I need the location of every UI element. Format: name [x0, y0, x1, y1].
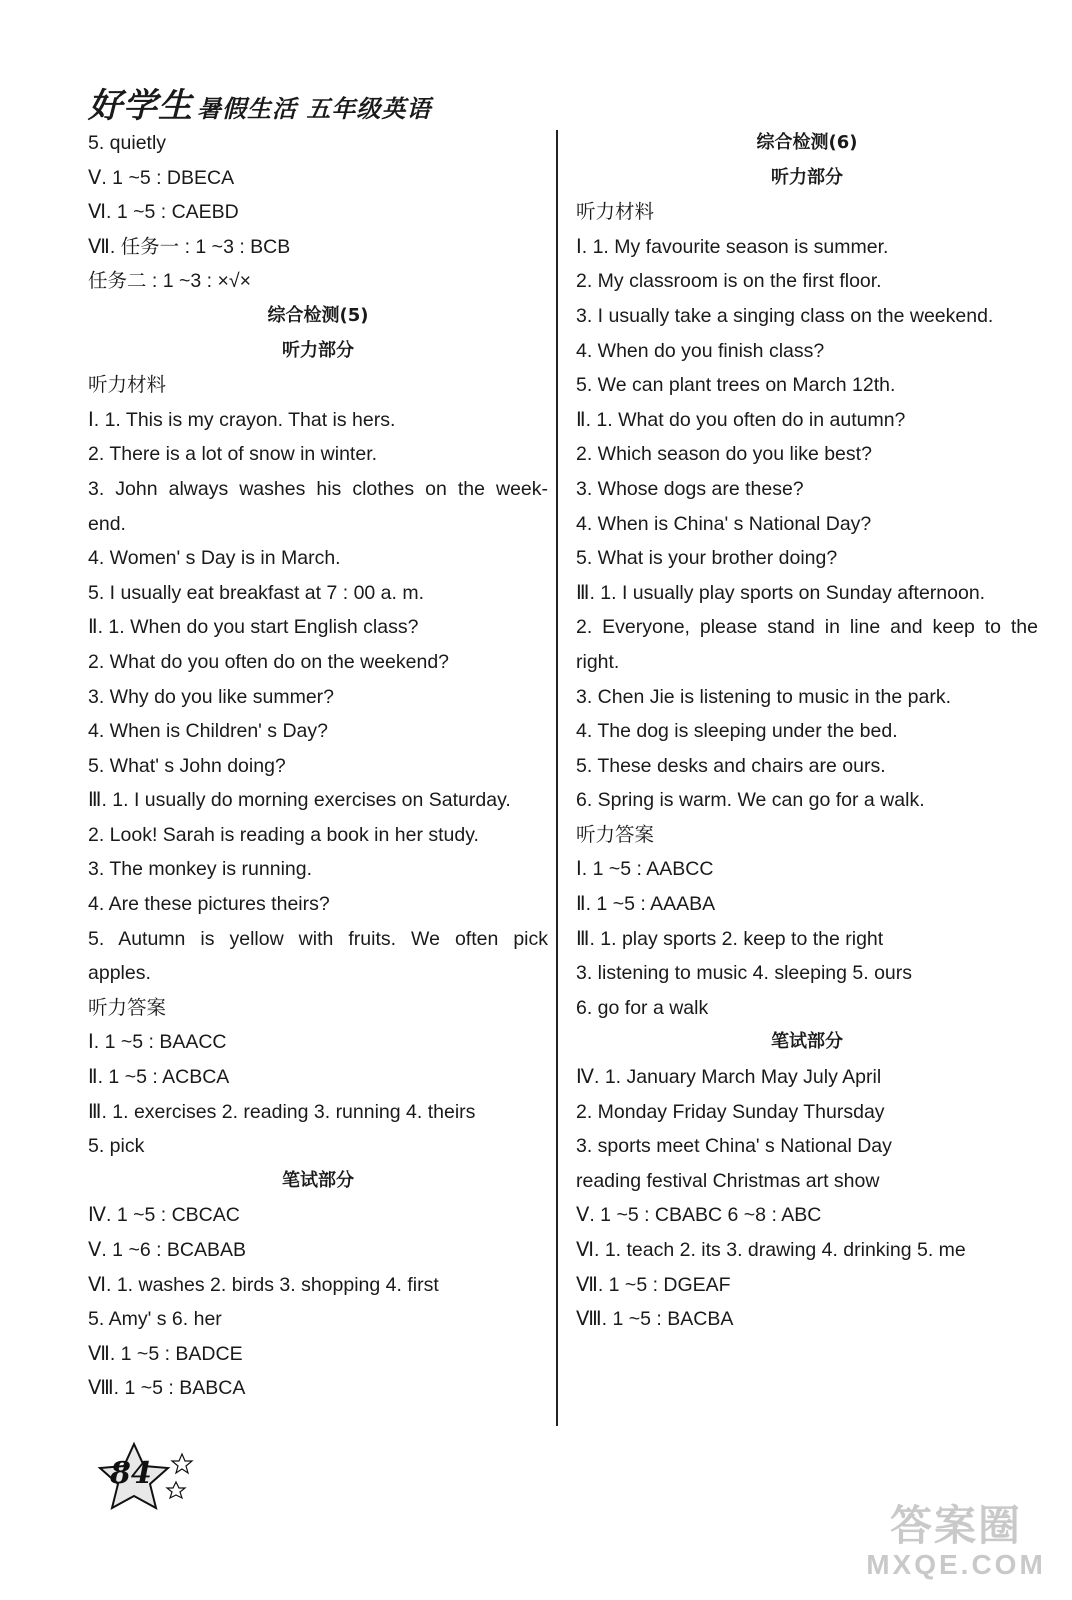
right-column: [576, 126, 1038, 1337]
text-line: Ⅱ. 1 ~5 : AAABA: [576, 893, 716, 916]
text-line: Ⅲ. 1. I usually play sports on Sunday afternoon.: [576, 581, 986, 604]
text-line: 2. Look! Sarah is reading a book in her study.: [88, 823, 479, 846]
text-line: Ⅱ. 1 ~5 : ACBCA: [88, 1066, 230, 1089]
text-line: 2. There is a lot of snow in winter.: [88, 443, 378, 466]
text-line: 听力答案: [576, 823, 655, 846]
text-line: Ⅰ. 1 ~5 : AABCC: [576, 858, 714, 881]
page-header: [88, 78, 431, 127]
column-divider: [556, 130, 558, 1426]
text-line: 5. Autumn is yellow with fruits. We often pick: [88, 927, 548, 950]
text-line: 5. What' s John doing?: [88, 754, 286, 777]
book-subtitle: 暑假生活 五年级英语: [197, 94, 432, 123]
section-heading: 听力部分: [771, 166, 843, 188]
text-line: 4. When do you finish class?: [576, 339, 825, 362]
text-line: Ⅲ. 1. play sports 2. keep to the right: [576, 927, 884, 950]
watermark: [866, 1502, 1046, 1582]
text-line: Ⅲ. 1. exercises 2. reading 3. running 4. theirs: [88, 1100, 476, 1123]
text-line: 5. We can plant trees on March 12th.: [576, 374, 896, 397]
text-line: 5. pick: [88, 1135, 145, 1158]
left-column: [88, 126, 548, 1406]
section-heading: 笔试部分: [771, 1031, 843, 1053]
text-line: 4. The dog is sleeping under the bed.: [576, 720, 898, 743]
text-line: 4. Women' s Day is in March.: [88, 547, 341, 570]
text-line: Ⅴ. 1 ~6 : BCABAB: [88, 1239, 247, 1261]
text-line: Ⅳ. 1 ~5 : CBCAC: [88, 1204, 240, 1227]
text-line: 3. sports meet China' s National Day: [576, 1135, 892, 1158]
text-line: 5. quietly: [88, 132, 167, 154]
watermark-bottom: MXQE.COM: [866, 1549, 1046, 1580]
text-line: Ⅳ. 1. January March May July April: [576, 1066, 882, 1089]
text-line: 5. Amy' s 6. her: [88, 1308, 222, 1331]
section-heading: 综合检测(6): [756, 132, 858, 153]
text-line: 2. My classroom is on the first floor.: [576, 270, 882, 293]
watermark-top: 答案圈: [889, 1502, 1022, 1549]
text-line: Ⅶ. 任务一 : 1 ~3 : BCB: [88, 235, 291, 258]
text-line: Ⅷ. 1 ~5 : BACBA: [576, 1308, 734, 1331]
text-line: Ⅱ. 1. What do you often do in autumn?: [576, 408, 906, 431]
text-line: reading festival Christmas art show: [576, 1169, 880, 1192]
text-line: 任务二 : 1 ~3 : ×√×: [88, 270, 251, 293]
text-line: 3. I usually take a singing class on the weekend.: [576, 304, 994, 327]
text-line: Ⅲ. 1. I usually do morning exercises on Saturday.: [88, 789, 511, 812]
text-line: 2. What do you often do on the weekend?: [88, 650, 450, 673]
text-line: 3. Whose dogs are these?: [576, 477, 804, 500]
text-line: 听力材料: [576, 201, 655, 224]
text-line: Ⅵ. 1. washes 2. birds 3. shopping 4. first: [88, 1273, 439, 1296]
text-line: 2. Which season do you like best?: [576, 443, 872, 466]
text-line: Ⅰ. 1 ~5 : BAACC: [88, 1031, 227, 1054]
text-line: 6. Spring is warm. We can go for a walk.: [576, 789, 925, 812]
text-line: Ⅴ. 1 ~5 : CBABC 6 ~8 : ABC: [576, 1204, 822, 1227]
text-line: 4. Are these pictures theirs?: [88, 893, 330, 916]
text-line: 3. Why do you like summer?: [88, 685, 335, 708]
text-line: 2. Monday Friday Sunday Thursday: [576, 1100, 885, 1123]
text-line: Ⅴ. 1 ~5 : DBECA: [88, 166, 235, 189]
text-line: 2. Everyone, please stand in line and keep to the: [576, 616, 1038, 639]
text-line: Ⅱ. 1. When do you start English class?: [88, 616, 419, 639]
text-line: Ⅶ. 1 ~5 : DGEAF: [576, 1273, 731, 1296]
text-line: 听力材料: [88, 374, 167, 397]
text-line: Ⅰ. 1. My favourite season is summer.: [576, 235, 889, 258]
text-line: apples.: [88, 962, 151, 985]
page-number: 84: [110, 1456, 152, 1491]
text-line: 5. I usually eat breakfast at 7 : 00 a. m.: [88, 581, 425, 604]
brand-title: 好学生: [88, 86, 193, 126]
text-line: Ⅵ. 1 ~5 : CAEBD: [88, 201, 239, 224]
text-line: 5. What is your brother doing?: [576, 547, 838, 570]
section-heading: 听力部分: [282, 339, 354, 361]
text-line: 听力答案: [88, 996, 167, 1019]
text-line: end.: [88, 512, 126, 535]
text-line: Ⅵ. 1. teach 2. its 3. drawing 4. drinking 5. me: [576, 1239, 966, 1261]
text-line: 6. go for a walk: [576, 996, 709, 1019]
page-number-badge: [96, 1440, 206, 1520]
text-line: 5. These desks and chairs are ours.: [576, 754, 886, 777]
text-line: 3. The monkey is running.: [88, 858, 313, 881]
text-line: 3. Chen Jie is listening to music in the park.: [576, 685, 952, 708]
text-line: right.: [576, 650, 620, 673]
text-line: 3. listening to music 4. sleeping 5. ours: [576, 962, 913, 985]
text-line: Ⅷ. 1 ~5 : BABCA: [88, 1377, 246, 1400]
section-heading: 综合检测(5): [267, 304, 369, 326]
section-heading: 笔试部分: [282, 1169, 354, 1191]
text-line: 3. John always washes his clothes on the week-: [88, 477, 548, 500]
text-line: 4. When is Children' s Day?: [88, 720, 328, 743]
text-line: Ⅶ. 1 ~5 : BADCE: [88, 1342, 243, 1365]
text-line: Ⅰ. 1. This is my crayon. That is hers.: [88, 408, 396, 431]
text-line: 4. When is China' s National Day?: [576, 512, 872, 535]
